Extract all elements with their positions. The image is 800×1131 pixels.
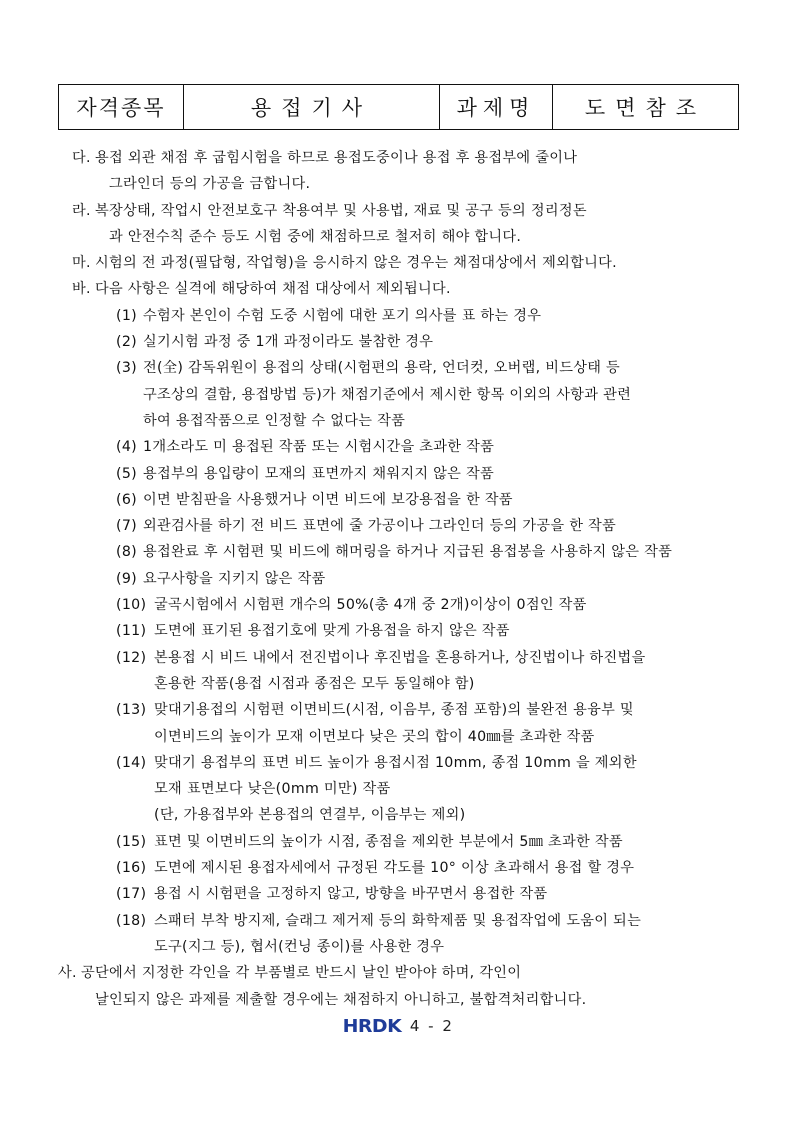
list-item-line: 용접완료 후 시험편 및 비드에 해머링을 하거나 지급된 용접봉을 사용하지 않은 작품 xyxy=(143,544,673,561)
section-line: 용접 외관 채점 후 굽힘시험을 하므로 용접도중이나 용접 후 용접부에 줄이나 xyxy=(95,150,578,166)
section-line: 시험의 전 과정(필답형, 작업형)을 응시하지 않은 경우는 채점대상에서 제외합니다. xyxy=(95,255,617,272)
list-item xyxy=(72,881,752,907)
list-item-line: 용접부의 용입량이 모재의 표면까지 채워지지 않은 작품 xyxy=(143,465,494,482)
list-item-number: (6) xyxy=(116,491,137,508)
list-item xyxy=(72,697,752,750)
list-item xyxy=(72,566,752,592)
list-item xyxy=(72,303,752,329)
disqualification-list xyxy=(72,303,752,960)
list-item xyxy=(72,513,752,539)
list-item xyxy=(72,618,752,644)
list-item-number: (18) xyxy=(116,912,147,929)
list-item-line: 하여 용접작품으로 인정할 수 없다는 작품 xyxy=(143,412,406,429)
list-item-line: 도면에 표기된 용접기호에 맞게 가용접을 하지 않은 작품 xyxy=(154,623,510,640)
list-item xyxy=(72,645,752,698)
list-item xyxy=(72,487,752,513)
list-item xyxy=(72,539,752,565)
list-item-number: (16) xyxy=(116,860,147,877)
section-line: 공단에서 지정한 각인을 각 부품별로 반드시 날인 받아야 하며, 각인이 xyxy=(81,965,522,982)
section-marker: 다. xyxy=(72,150,91,166)
list-item-line: 이면 받침판을 사용했거나 이면 비드에 보강용접을 한 작품 xyxy=(143,491,513,508)
list-item-number: (1) xyxy=(116,307,137,324)
section-marker: 라. xyxy=(72,202,91,219)
list-item-number: (8) xyxy=(116,544,137,561)
list-item-number: (4) xyxy=(116,439,137,456)
list-item xyxy=(72,908,752,961)
list-item-line: 굴곡시험에서 시험편 개수의 50%(총 4개 중 2개)이상이 0점인 작품 xyxy=(154,597,587,614)
hrdk-logo: HRDK xyxy=(342,1015,402,1037)
list-item xyxy=(72,329,752,355)
list-item-line: 스패터 부착 방지제, 슬래그 제거제 등의 화학제품 및 용접작업에 도움이 되는 xyxy=(154,912,642,929)
section-line: 과 안전수칙 준수 등도 시험 중에 채점하므로 철저히 해야 합니다. xyxy=(109,228,522,245)
section-marker: 사. xyxy=(58,965,77,982)
document-body xyxy=(58,145,752,1013)
list-item xyxy=(72,355,752,434)
list-item-number: (2) xyxy=(116,334,137,351)
section-marker: 마. xyxy=(72,255,91,272)
list-item-number: (15) xyxy=(116,833,147,850)
list-item-line: 모재 표면보다 낮은(0mm 미만) 작품 xyxy=(154,781,391,798)
label-category: 자격종목 xyxy=(59,85,184,130)
list-item-number: (5) xyxy=(116,465,137,482)
section-line: 그라인더 등의 가공을 금합니다. xyxy=(109,176,311,193)
list-item xyxy=(72,592,752,618)
list-item-line: 도구(지그 등), 협서(컨닝 종이)를 사용한 경우 xyxy=(154,938,445,955)
list-item-line: 구조상의 결함, 용접방법 등)가 채점기준에서 제시한 항목 이외의 사항과 관련 xyxy=(143,386,632,403)
list-item-line: 실기시험 과정 중 1개 과정이라도 불참한 경우 xyxy=(143,334,434,351)
list-item-line: 용접 시 시험편을 고정하지 않고, 방향을 바꾸면서 용접한 작품 xyxy=(154,886,548,903)
list-item xyxy=(72,750,752,829)
list-item-number: (17) xyxy=(116,886,147,903)
header-table xyxy=(58,84,739,130)
label-task: 과제명 xyxy=(440,85,553,130)
list-item xyxy=(72,829,752,855)
section-sa xyxy=(58,960,752,1013)
list-item-line: 맞대기용접의 시험편 이면비드(시점, 이음부, 종점 포함)의 불완전 용융부 및 xyxy=(154,702,634,719)
list-item xyxy=(72,855,752,881)
list-item-number: (10) xyxy=(116,597,147,614)
list-item-line: 표면 및 이면비드의 높이가 시점, 종점을 제외한 부분에서 5㎜ 초과한 작품 xyxy=(154,833,623,850)
list-item-line: 이면비드의 높이가 모재 이면보다 낮은 곳의 합이 40㎜를 초과한 작품 xyxy=(154,728,595,745)
list-item-line: 1개소라도 미 용접된 작품 또는 시험시간을 초과한 작품 xyxy=(143,439,495,456)
list-item-line: 전(全) 감독위원이 용접의 상태(시험편의 용락, 언더컷, 오버랩, 비드상태 등 xyxy=(143,360,621,377)
list-item-number: (14) xyxy=(116,754,147,771)
value-task: 도면참조 xyxy=(553,85,739,130)
list-item-number: (11) xyxy=(116,623,147,640)
section-ma xyxy=(72,250,752,276)
section-line: 복장상태, 작업시 안전보호구 착용여부 및 사용법, 재료 및 공구 등의 정리정돈 xyxy=(95,202,587,219)
value-category: 용접기사 xyxy=(184,85,440,130)
list-item-line: (단, 가용접부와 본용접의 연결부, 이음부는 제외) xyxy=(154,807,466,824)
list-item-number: (12) xyxy=(116,649,147,666)
list-item xyxy=(72,461,752,487)
list-item-line: 요구사항을 지키지 않은 작품 xyxy=(143,570,326,587)
section-ra xyxy=(72,198,752,251)
list-item-line: 본용접 시 비드 내에서 전진법이나 후진법을 혼용하거나, 상진법이나 하진법을 xyxy=(154,649,646,666)
list-item-number: (3) xyxy=(116,360,137,377)
page-footer xyxy=(344,1014,454,1038)
section-line: 다음 사항은 실격에 해당하여 채점 대상에서 제외됩니다. xyxy=(95,281,451,298)
list-item-line: 수험자 본인이 수험 도중 시험에 대한 포기 의사를 표 하는 경우 xyxy=(143,307,542,324)
list-item xyxy=(72,434,752,460)
section-marker: 바. xyxy=(72,281,91,298)
list-item-line: 외관검사를 하기 전 비드 표면에 줄 가공이나 그라인더 등의 가공을 한 작품 xyxy=(143,518,617,535)
list-item-number: (7) xyxy=(116,518,137,535)
section-line: 날인되지 않은 과제를 제출할 경우에는 채점하지 아니하고, 불합격처리합니다. xyxy=(95,991,587,1008)
section-da xyxy=(72,145,752,198)
list-item-line: 혼용한 작품(용접 시점과 종점은 모두 동일해야 함) xyxy=(154,675,475,692)
list-item-line: 맞대기 용접부의 표면 비드 높이가 용접시점 10mm, 종점 10mm 을 제외한 xyxy=(154,754,637,771)
list-item-number: (9) xyxy=(116,570,137,587)
section-ba xyxy=(72,276,752,302)
page-number: 4 - 2 xyxy=(409,1017,454,1035)
list-item-line: 도면에 제시된 용접자세에서 규정된 각도를 10° 이상 초과해서 용접 할 경우 xyxy=(154,860,635,877)
list-item-number: (13) xyxy=(116,702,147,719)
